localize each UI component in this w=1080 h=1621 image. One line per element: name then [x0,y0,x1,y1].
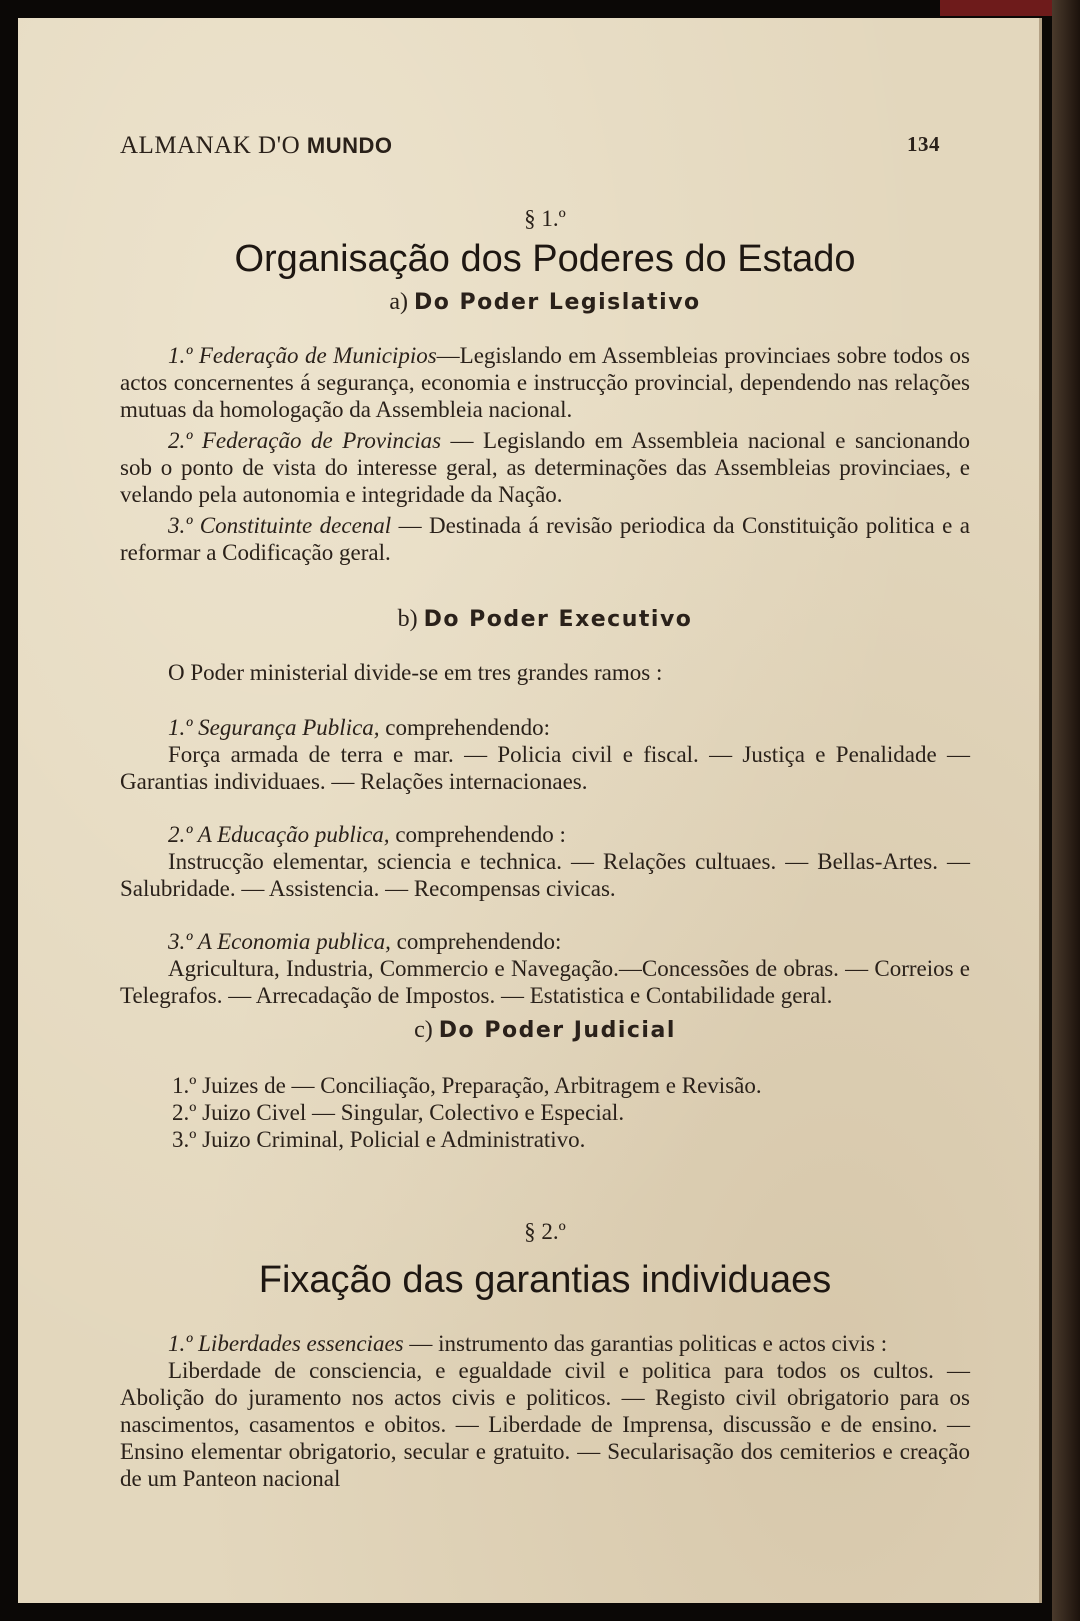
liberdades-text: Liberdade de consciencia, e egualdade civil e politica para todos os cultos. — Abolição do juramento nos actos civis e politicos. — Registo civil obrigatorio para os nascimentos, casamentos e obitos. — Liberdade de Imprensa, discussão e de ensino. — Ensino elementar obrigatorio, secular e gratuito. — Secularisação dos cemiterios e creação de um Panteon nacional [120,1358,970,1491]
executive-group: 2.º A Educação publica, comprehendendo : Instrucção elementar, sciencia e technica. — Relações cultuaes. — Bellas-Artes. — Salubridade. — Assistencia. — Recompensas civicas. [120,822,970,901]
section-title-1: Organisação dos Poderes do Estado [234,238,856,280]
paragraph-item: 2.º Federação de Provincias — Legislando em Assembleia nacional e sancionando sob o ponto de vista do interesse geral, as determinações das Assembleias provinciaes, e velando pela autonomia e integridade da Nação. [120,428,970,507]
fold-line [1039,18,1042,1603]
liberdades-lead: 1.º Liberdades essenciaes — instrumento das garantias politicas e actos civis : [168,1331,888,1356]
executive-group: 1.º Segurança Publica, comprehendendo: Força armada de terra e mar. — Policia civil e fiscal. — Justiça e Penalidade — Garantias individuaes. — Relações internacionaes. [120,715,970,794]
executive-group: 3.º A Economia publica, comprehendendo: Agricultura, Industria, Commercio e Navegação.—Concessões de obras. — Correios e Telegrafos. — Arrecadação de Impostos. — Estatistica e Contabilidade geral. [120,929,970,1008]
executive-intro: O Poder ministerial divide-se em tres grandes ramos : [168,660,663,685]
section-title-2: Fixação das garantias individuaes [258,1259,832,1301]
page-content [120,198,970,1492]
judicial-list [172,1072,970,1153]
running-title: ALMANAK D'O MUNDO [120,132,393,159]
section-mark-2: § 2.º [524,1219,566,1244]
list-item: 2.º Juizo Civel — Singular, Colectivo e Especial. [172,1100,625,1125]
subheading-legislativo: a) Do Poder Legislativo [389,289,701,315]
list-item: 1.º Juizes de — Conciliação, Preparação, Arbitragem e Revisão. [172,1073,762,1098]
subheading-executivo: b) Do Poder Executivo [397,606,693,632]
running-title-emph: MUNDO [306,133,393,158]
running-head [120,132,940,160]
paragraph-item: 3.º Constituinte decenal — Destinada á revisão periodica da Constituição politica e a reformar a Codificação geral. [120,513,970,565]
page-number: 134 [907,132,940,156]
book-edge [1052,0,1080,1621]
list-item: 3.º Juizo Criminal, Policial e Administrativo. [172,1127,586,1152]
paragraph-item: 1.º Federação de Municipios—Legislando em Assembleias provinciaes sobre todos os actos concernentes á segurança, economia e instrucção provincial, dependendo nas relações mutuas da homologação da Assembleia nacional. [120,343,970,422]
section-mark-1: § 1.º [524,206,566,231]
subheading-judicial: c) Do Poder Judicial [414,1017,676,1043]
